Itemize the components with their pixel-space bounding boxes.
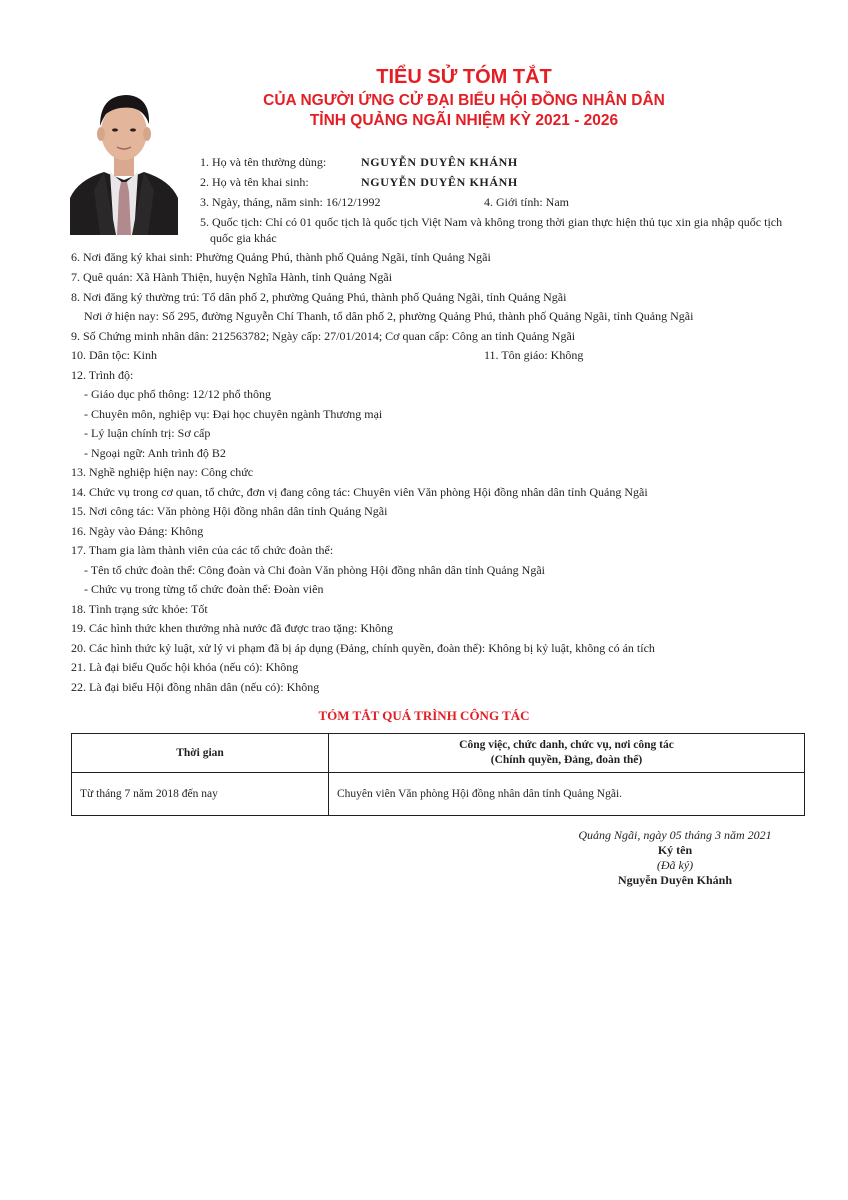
field-health: 18. Tình trạng sức khỏe: Tốt xyxy=(71,602,208,616)
table-row xyxy=(72,773,805,816)
field-education-heading: 12. Trình độ: xyxy=(71,368,134,382)
signature-place-date: Quảng Ngãi, ngày 05 tháng 3 năm 2021 xyxy=(578,828,772,842)
portrait-illustration xyxy=(70,80,178,235)
document-subtitle: CỦA NGƯỜI ỨNG CỬ ĐẠI BIỂU HỘI ĐỒNG NHÂN DÂN xyxy=(263,92,665,109)
field-hometown: 7. Quê quán: Xã Hành Thiện, huyện Nghĩa Hành, tỉnh Quảng Ngãi xyxy=(71,270,393,284)
field-occupation: 13. Nghề nghiệp hiện nay: Công chức xyxy=(71,465,254,479)
column-header-job-title: Công việc, chức danh, chức vụ, nơi công tác xyxy=(459,739,674,751)
field-awards: 19. Các hình thức khen thưởng nhà nước đã được trao tặng: Không xyxy=(71,621,393,635)
field-people-council: 22. Là đại biểu Hội đồng nhân dân (nếu có): Không xyxy=(71,680,320,694)
field-foreign-language: - Ngoại ngữ: Anh trình độ B2 xyxy=(84,446,226,460)
column-header-time: Thời gian xyxy=(72,734,329,773)
field-organization-name: - Tên tổ chức đoàn thể: Công đoàn và Chi đoàn Văn phòng Hội đồng nhân dân tỉnh Quảng Ngãi xyxy=(84,563,545,577)
field-position: 14. Chức vụ trong cơ quan, tổ chức, đơn vị đang công tác: Chuyên viên Văn phòng Hội đồng nhân dân tỉnh Quảng Ngãi xyxy=(71,485,648,499)
field-date-of-birth: 3. Ngày, tháng, năm sinh: 16/12/1992 xyxy=(200,195,381,209)
field-professional-qualification: - Chuyên môn, nghiệp vụ: Đại học chuyên ngành Thương mại xyxy=(84,407,383,421)
table-header-row xyxy=(72,734,805,773)
field-id-card: 9. Số Chứng minh nhân dân: 212563782; Ngày cấp: 27/01/2014; Cơ quan cấp: Công an tỉnh Quảng Ngãi xyxy=(71,329,576,343)
field-nationality: 5. Quốc tịch: Chỉ có 01 quốc tịch là quốc tịch Việt Nam và không trong thời gian thực hiện thủ tục xin gia nhập quốc tịch xyxy=(200,215,783,229)
field-birth-registration: 6. Nơi đăng ký khai sinh: Phường Quảng Phú, thành phố Quảng Ngãi, tỉnh Quảng Ngãi xyxy=(71,250,491,264)
field-ethnicity: 10. Dân tộc: Kinh xyxy=(71,348,157,362)
field-general-education: - Giáo dục phổ thông: 12/12 phổ thông xyxy=(84,387,271,401)
column-header-job-subtitle: (Chính quyền, Đảng, đoàn thể) xyxy=(490,754,643,766)
document-title: TIỂU SỬ TÓM TẮT xyxy=(376,66,552,88)
signature-name: Nguyễn Duyên Khánh xyxy=(617,873,733,887)
column-header-job xyxy=(329,734,805,773)
document-subtitle-term: TỈNH QUẢNG NGÃI NHIỆM KỲ 2021 - 2026 xyxy=(309,112,619,129)
field-organizations-heading: 17. Tham gia làm thành viên của các tổ chức đoàn thể: xyxy=(71,543,334,557)
field-organization-role: - Chức vụ trong từng tổ chức đoàn thể: Đoàn viên xyxy=(84,582,324,596)
signature-status: (Đã ký) xyxy=(656,858,694,872)
field-political-theory: - Lý luận chính trị: Sơ cấp xyxy=(84,426,211,440)
field-religion: 11. Tôn giáo: Không xyxy=(484,348,584,362)
signature-label: Ký tên xyxy=(657,843,693,857)
field-birth-name-label: 2. Họ và tên khai sinh: xyxy=(200,175,309,189)
field-discipline: 20. Các hình thức kỷ luật, xử lý vi phạm đã bị áp dụng (Đảng, chính quyền, đoàn thể): Không bị kỷ luật, không có án tích xyxy=(71,641,655,655)
field-current-residence: Nơi ở hiện nay: Số 295, đường Nguyễn Chí Thanh, tổ dân phố 2, phường Quảng Phú, thành phố Quảng Ngãi, tỉnh Quảng Ngãi xyxy=(84,309,694,323)
cell-time: Từ tháng 7 năm 2018 đến nay xyxy=(72,773,329,816)
field-permanent-residence: 8. Nơi đăng ký thường trú: Tổ dân phố 2, phường Quảng Phú, thành phố Quảng Ngãi, tỉnh Quảng Ngãi xyxy=(71,290,567,304)
field-common-name-label: 1. Họ và tên thường dùng: xyxy=(200,155,327,169)
field-common-name-value: NGUYỄN DUYÊN KHÁNH xyxy=(361,155,518,169)
cell-job: Chuyên viên Văn phòng Hội đồng nhân dân tỉnh Quảng Ngãi. xyxy=(329,773,805,816)
field-workplace: 15. Nơi công tác: Văn phòng Hội đồng nhân dân tỉnh Quảng Ngãi xyxy=(71,504,388,518)
field-party-admission: 16. Ngày vào Đảng: Không xyxy=(71,524,204,538)
work-history-title: TÓM TẮT QUÁ TRÌNH CÔNG TÁC xyxy=(318,708,530,723)
field-birth-name-value: NGUYỄN DUYÊN KHÁNH xyxy=(361,175,518,189)
work-history-table xyxy=(71,733,805,816)
field-national-assembly: 21. Là đại biểu Quốc hội khóa (nếu có): Không xyxy=(71,660,299,674)
field-nationality-cont: quốc gia khác xyxy=(210,231,277,245)
field-gender: 4. Giới tính: Nam xyxy=(484,195,570,209)
candidate-portrait xyxy=(70,80,178,235)
